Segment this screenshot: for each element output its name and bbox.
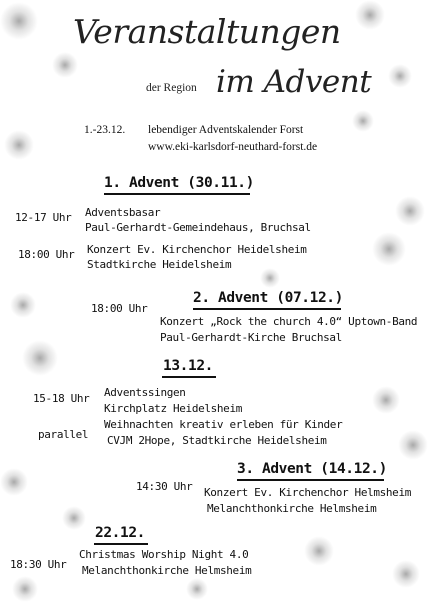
star-decoration — [395, 196, 425, 226]
event-time: 18:00 Uhr — [18, 248, 75, 261]
heading-underline — [94, 543, 148, 545]
heading-underline — [193, 308, 341, 310]
event-title: Adventsbasar — [85, 206, 161, 219]
star-decoration — [388, 64, 412, 88]
section-heading-advent1: 1. Advent (30.11.) — [104, 175, 254, 191]
star-decoration — [52, 52, 78, 78]
intro-text: lebendiger Adventskalender Forst — [148, 124, 304, 136]
star-decoration — [10, 292, 36, 318]
star-decoration — [304, 536, 334, 566]
star-decoration — [398, 430, 428, 460]
star-decoration — [12, 576, 38, 602]
region-label: der Region — [146, 82, 197, 94]
section-heading-advent2: 2. Advent (07.12.) — [193, 290, 343, 306]
event-title: Adventssingen — [104, 386, 186, 399]
event-time: 18:30 Uhr — [10, 558, 67, 571]
star-decoration — [62, 506, 86, 530]
heading-underline — [162, 376, 216, 378]
event-location: Stadtkirche Heidelsheim — [87, 258, 232, 271]
event-time: 18:00 Uhr — [91, 302, 148, 315]
event-time: 15-18 Uhr — [33, 392, 90, 405]
section-heading-advent3: 3. Advent (14.12.) — [237, 461, 387, 477]
event-location: Paul-Gerhardt-Kirche Bruchsal — [160, 331, 342, 344]
star-decoration — [0, 2, 38, 40]
poster-title-line1: Veranstaltungen — [73, 12, 341, 51]
event-location: CVJM 2Hope, Stadtkirche Heidelsheim — [107, 434, 327, 447]
heading-underline — [237, 479, 384, 481]
star-decoration — [186, 578, 208, 600]
star-decoration — [372, 232, 406, 266]
star-decoration — [22, 340, 58, 376]
event-time: parallel — [38, 428, 89, 441]
section-heading-dec13: 13.12. — [163, 358, 213, 374]
event-location: Kirchplatz Heidelsheim — [104, 402, 242, 415]
event-title: Konzert Ev. Kirchenchor Helmsheim — [204, 486, 411, 499]
intro-url: www.eki-karlsdorf-neuthard-forst.de — [148, 141, 318, 153]
heading-underline — [104, 193, 250, 195]
event-location: Melanchthonkirche Helmsheim — [207, 502, 377, 515]
intro-date: 1.-23.12. — [84, 124, 126, 136]
star-decoration — [4, 130, 34, 160]
star-decoration — [355, 0, 385, 30]
event-title: Weihnachten kreativ erleben für Kinder — [104, 418, 343, 431]
event-title: Konzert „Rock the church 4.0“ Uptown-Band — [160, 315, 418, 328]
event-time: 12-17 Uhr — [15, 211, 72, 224]
event-location: Paul-Gerhardt-Gemeindehaus, Bruchsal — [85, 221, 311, 234]
poster-title-line2: im Advent — [216, 64, 372, 100]
event-title: Christmas Worship Night 4.0 — [79, 548, 249, 561]
star-decoration — [392, 560, 420, 588]
event-title: Konzert Ev. Kirchenchor Heidelsheim — [87, 243, 307, 256]
star-decoration — [372, 386, 400, 414]
event-location: Melanchthonkirche Helmsheim — [82, 564, 252, 577]
section-heading-dec22: 22.12. — [95, 525, 145, 541]
star-decoration — [260, 268, 280, 288]
star-decoration — [352, 110, 374, 132]
star-decoration — [0, 468, 28, 496]
event-time: 14:30 Uhr — [136, 480, 193, 493]
